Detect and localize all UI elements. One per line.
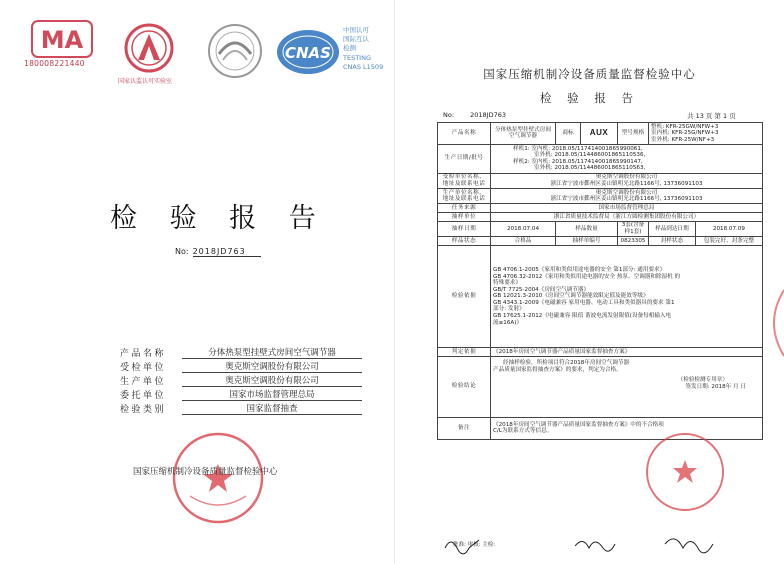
report-number-label: No: (175, 247, 189, 256)
conclusion-line: 经抽样检验，所检项目符合2018年房间空气调节器 (503, 359, 630, 366)
cnas-line: TESTING (343, 53, 371, 62)
table-row (438, 221, 763, 236)
cell-label: 抽样日期 (438, 221, 491, 236)
conclusion-date: 签发日期: 2018年 月 日 (685, 383, 746, 390)
signature-line: 批准: 审核: 主检: (453, 542, 496, 548)
basis-line: GB 17625.1-2012《电磁兼容 限值 谐波电流发射限值(设备每相输入电 (493, 313, 672, 320)
unit-address: 浙江省宁波市鄞州区姜山镇明光北路1166号, 13736091103 (550, 180, 703, 187)
field-value: 奥克斯空调股份有限公司 (182, 374, 362, 387)
table-row (438, 348, 763, 357)
cal-logo (120, 22, 178, 74)
cell-value: 包装完好、封条完整 (695, 237, 762, 246)
table-row (438, 144, 763, 173)
basis-line: 特殊要求》 (493, 280, 521, 287)
test-stamp (643, 430, 727, 514)
cell-label: 检验依据 (438, 246, 491, 348)
basis-line: GB/T 7725-2004《房间空气调节器》 (493, 286, 590, 293)
date-values (491, 144, 763, 173)
report-number-value: 2018JD763 (193, 247, 261, 257)
remark-line: 《2018年房间空气调节器产品质量国家监督抽查方案》中的不合格项 (493, 421, 664, 428)
basis-line: GB 4343.1-2009《电磁兼容 家用电器、电动工具和类似器具的要求 第1 (493, 299, 675, 306)
cnas-text: CNAS (285, 44, 331, 62)
cell-label: 样品到达日期 (649, 221, 696, 236)
cell-label (438, 173, 491, 188)
basis-line: 部分: 发射》 (493, 306, 525, 313)
cell-label: 检验结论 (438, 356, 491, 417)
cell-label: 备注 (438, 417, 491, 439)
label-line: 地址及联系电话 (442, 196, 486, 203)
cell-value: 浙江省质量技术监督局（浙江方圆检测集团股份有限公司） (491, 213, 763, 222)
cnas-side-text (343, 26, 393, 72)
cell-value: 国家市场监督管理总局 (491, 204, 763, 213)
side-stamp (762, 288, 784, 358)
basis-line: GB 4706.1-2005《家用和类似用途电器的安全 第1部分: 通用要求》 (493, 266, 666, 273)
field-label: 产品名称 (120, 349, 167, 359)
field-label: 检验类别 (120, 405, 167, 415)
cell-label: 抽样单位 (438, 213, 491, 222)
remark-line: C/L为联系方式等信息。 (493, 428, 553, 435)
label-line: 地址及联系电话 (442, 180, 486, 187)
cnas-line: 中国认可 (343, 26, 369, 34)
cnas-line: 检测 (343, 44, 356, 53)
report-title: 检 验 报 告 (110, 203, 328, 234)
cell-label: 封样状态 (649, 237, 696, 246)
field-value: 国家监督抽查 (182, 402, 362, 415)
report-detail-page (395, 0, 784, 564)
label-line: 生产单位名称、 (442, 189, 486, 196)
org-title: 国家压缩机制冷设备质量监督检验中心 (483, 67, 696, 81)
table-row (438, 204, 763, 213)
basis-line: 流≤16A)》 (493, 319, 523, 326)
ilac-mra-logo (205, 22, 265, 80)
cnas-logo (275, 28, 341, 76)
cell-label: 任务来源 (438, 204, 491, 213)
field-label: 生产单位 (120, 377, 167, 387)
ma-letters: MA (40, 26, 84, 54)
date-line: 样机2: 室内机: 2018.05/117414001865990147, (513, 158, 643, 165)
cell-label: 商标 (556, 123, 581, 145)
conclusion-sign: （检验检测专用章） (677, 377, 728, 384)
table-row (438, 246, 763, 348)
report-number (175, 247, 261, 257)
cell-value: 3套(含备样1套) (618, 221, 649, 236)
cell-label: 判定依据 (438, 348, 491, 357)
date-line: 样机1: 室内机: 2018.05/117414001865990061, (513, 145, 643, 152)
conclusion-line: 产品质量国家监督抽查方案》的要求，判定为合格。 (493, 366, 622, 373)
cal-caption: 国家认监认可实验室 (118, 78, 173, 85)
basis-line: GB 4706.32-2012《家用和类似用途电器的安全 热泵、空调器和除湿机 的 (493, 273, 681, 280)
model-line: 室外机: KFR-25W/NF+3 (651, 136, 715, 143)
report-subtitle: 检 验 报 告 (540, 91, 639, 105)
cell-label: 产品名称 (438, 123, 491, 145)
table-row (438, 237, 763, 246)
table-row (438, 213, 763, 222)
field-label: 委托单位 (120, 391, 167, 401)
cell-value: 合格品 (491, 237, 556, 246)
producer-name: 奥克斯空调股份有限公司 (595, 189, 658, 196)
footer-org: 国家压缩机制冷设备质量监督检验中心 (133, 467, 278, 477)
cnas-line: 国际互认 (343, 35, 369, 44)
table-row (438, 123, 763, 145)
ma-number: 180008221440 (24, 59, 85, 68)
cma-logo (31, 20, 93, 58)
cell-label: 型号规格 (618, 123, 649, 145)
detail-report-number (443, 111, 506, 119)
conclusion-cell (491, 356, 763, 417)
field-value: 奥克斯空调股份有限公司 (182, 360, 362, 373)
cell-value: 2018.07.04 (491, 221, 556, 236)
cell-label: 生产日期/批号 (438, 144, 491, 173)
unit-name: 奥克斯空调股份有限公司 (595, 174, 658, 181)
basis-cell (491, 246, 763, 348)
cell-value: 分体热泵型挂壁式房间空气调节器 (491, 123, 556, 145)
basis-line: GB 12021.3-2010《房间空气调节器能效限定值及能效等级》 (493, 293, 649, 300)
cnas-line: CNAS L1509 (343, 62, 384, 71)
cell-value: 2018.07.09 (695, 221, 762, 236)
brand-cell (581, 123, 618, 145)
cell-value: 《2018年房间空气调节器产品质量国家监督抽查方案》 (491, 348, 763, 357)
inspected-unit-cell (491, 173, 763, 188)
cell-label: 样品数量 (556, 221, 618, 236)
brand-logo: AUX (589, 127, 609, 137)
official-seal (170, 430, 266, 526)
label-line: 受检单位名称、 (442, 174, 486, 181)
page-counter: 共 13 页 第 1 页 (687, 112, 736, 120)
cell-label (438, 188, 491, 203)
report-table (437, 122, 763, 440)
table-row (438, 188, 763, 203)
field-value: 分体热泵型挂壁式房间空气调节器 (182, 346, 362, 359)
cell-label: 样品状态 (438, 237, 491, 246)
cell-value: 0823305 (618, 237, 649, 246)
field-value: 国家市场监督管理总局 (182, 388, 362, 401)
date-line: 室外机: 2018.05/114486001865110536, (534, 152, 646, 159)
date-line: 室外机: 2018.05/114486001865110563, (534, 165, 646, 172)
model-values (649, 123, 763, 145)
table-row (438, 356, 763, 417)
producer-address: 浙江省宁波市鄞州区姜山镇明光北路1166号, 13736091103 (550, 196, 703, 203)
producer-cell (491, 188, 763, 203)
model-line: 整机: KFR-25GW/NFW+3 (651, 123, 719, 130)
cell-label: 抽样单编号 (556, 237, 618, 246)
model-line: 室内机: KFR-25G/NFW+3 (651, 130, 719, 137)
field-label: 受检单位 (120, 363, 167, 373)
detail-no-label: No: (443, 111, 455, 119)
table-row (438, 173, 763, 188)
detail-no-value: 2018JD763 (470, 111, 506, 119)
